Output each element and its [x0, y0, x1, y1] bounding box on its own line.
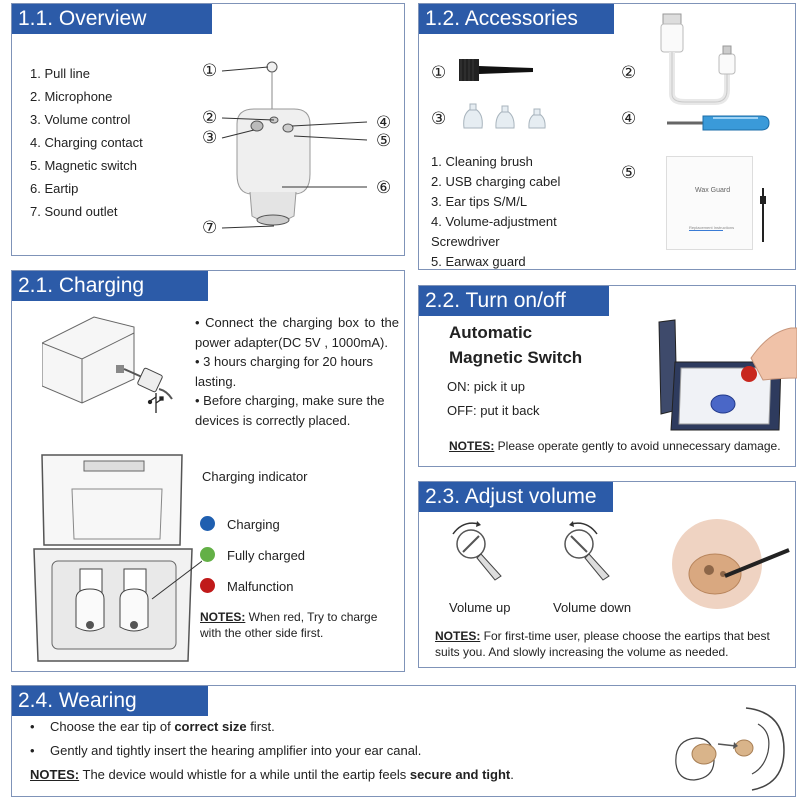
- usb-cable-icon: [655, 12, 745, 107]
- callout-4: ④: [376, 113, 392, 133]
- wearing-notes: NOTES: The device would whistle for a while until the eartip feels secure and tight.: [30, 767, 514, 782]
- charging-panel: [11, 270, 405, 672]
- list-item: 1. Cleaning brush: [431, 154, 533, 169]
- screwdriver-icon: [663, 110, 773, 134]
- list-item: 5. Magnetic switch: [30, 158, 137, 173]
- list-item: 5. Earwax guard: [431, 254, 526, 269]
- off-text: OFF: put it back: [447, 403, 540, 418]
- callout-3: ③: [431, 109, 447, 129]
- charging-title: 2.1. Charging: [12, 271, 208, 301]
- indicator-label: Fully charged: [227, 548, 306, 563]
- wearing-title: 2.4. Wearing: [12, 686, 208, 716]
- wax-card-title: Wax Guard: [695, 187, 731, 194]
- charging-bullets: [195, 313, 399, 430]
- list-item: 1. Pull line: [30, 66, 90, 81]
- charging-notes: NOTES: When red, Try to charge with the other side first.: [200, 610, 378, 640]
- list-item: 3. Ear tips S/M/L: [431, 194, 528, 209]
- ear-tips-icon: [459, 102, 559, 134]
- callout-2: ②: [202, 108, 218, 128]
- volume-up-icon: [449, 520, 509, 582]
- adjust-volume-title: 2.3. Adjust volume: [419, 482, 613, 512]
- wax-guard-tool-icon: [757, 186, 769, 246]
- volume-down-icon: [557, 520, 617, 582]
- volume-up-label: Volume up: [449, 600, 511, 615]
- volume-down-label: Volume down: [553, 600, 632, 615]
- on-text: ON: pick it up: [447, 379, 526, 394]
- callout-5: ⑤: [621, 163, 637, 183]
- charging-bullet: • Before charging, make sure the devices is correctly placed.: [195, 393, 385, 428]
- accessories-panel: [418, 3, 796, 270]
- list-item: 4. Charging contact: [30, 135, 143, 150]
- list-item: Screwdriver: [431, 234, 500, 249]
- charging-bullet: • Connect the charging box to the power adapter(DC 5V , 1000mA).: [195, 315, 399, 350]
- turn-on-notes: NOTES: Please operate gently to avoid unnecessary damage.: [449, 439, 781, 453]
- overview-list: [30, 62, 143, 223]
- callout-1: ①: [431, 63, 447, 83]
- list-item: 3. Volume control: [30, 112, 131, 127]
- list-item: 2. Microphone: [30, 89, 113, 104]
- overview-panel: [11, 3, 405, 256]
- cleaning-brush-icon: [457, 56, 537, 86]
- turn-on-off-title: 2.2. Turn on/off: [419, 286, 609, 316]
- accessories-list: [431, 152, 560, 272]
- wax-guard-card: [666, 156, 753, 250]
- indicator-label: Charging: [227, 517, 280, 532]
- ear-insert-illustration: [666, 704, 792, 792]
- callout-2: ②: [621, 63, 637, 83]
- overview-title: 1.1. Overview: [12, 4, 212, 34]
- list-item: 7. Sound outlet: [30, 204, 118, 219]
- charging-bullet: • 3 hours charging for 20 hours lasting.: [195, 354, 373, 389]
- callout-3: ③: [202, 128, 218, 148]
- list-item: 2. USB charging cabel: [431, 174, 561, 189]
- list-item: 4. Volume-adjustment: [431, 214, 557, 229]
- callout-6: ⑥: [376, 178, 392, 198]
- ear-device-photo-illustration: [659, 512, 793, 612]
- turn-on-off-panel: [418, 285, 796, 467]
- indicator-label: Malfunction: [227, 579, 294, 594]
- list-item: 6. Eartip: [30, 181, 79, 196]
- callout-4: ④: [621, 109, 637, 129]
- hearing-aid-diagram: [182, 54, 404, 244]
- accessories-title: 1.2. Accessories: [419, 4, 614, 34]
- callout-5: ⑤: [376, 131, 392, 151]
- charging-dot-icon: [200, 516, 215, 531]
- malfunction-dot-icon: [200, 578, 215, 593]
- wearing-panel: [11, 685, 796, 797]
- charging-box-cable-illustration: [42, 311, 197, 431]
- callout-1: ①: [202, 61, 218, 81]
- wax-card-sub: Replacement Instructions: [689, 225, 735, 230]
- fully-charged-dot-icon: [200, 547, 215, 562]
- switch-heading: Automatic Magnetic Switch: [449, 323, 583, 367]
- wearing-bullet: • Choose the ear tip of correct size first.: [30, 719, 275, 734]
- indicator-title: Charging indicator: [202, 469, 308, 484]
- open-charging-box-illustration: [32, 449, 202, 667]
- box-with-hand-illustration: [651, 318, 797, 434]
- adjust-volume-panel: [418, 481, 796, 668]
- callout-7: ⑦: [202, 218, 218, 238]
- wearing-bullet: • Gently and tightly insert the hearing amplifier into your ear canal.: [30, 743, 422, 758]
- volume-notes: NOTES: For first-time user, please choose the eartips that best suits you. And slowly increasing the volume as needed.: [435, 629, 770, 659]
